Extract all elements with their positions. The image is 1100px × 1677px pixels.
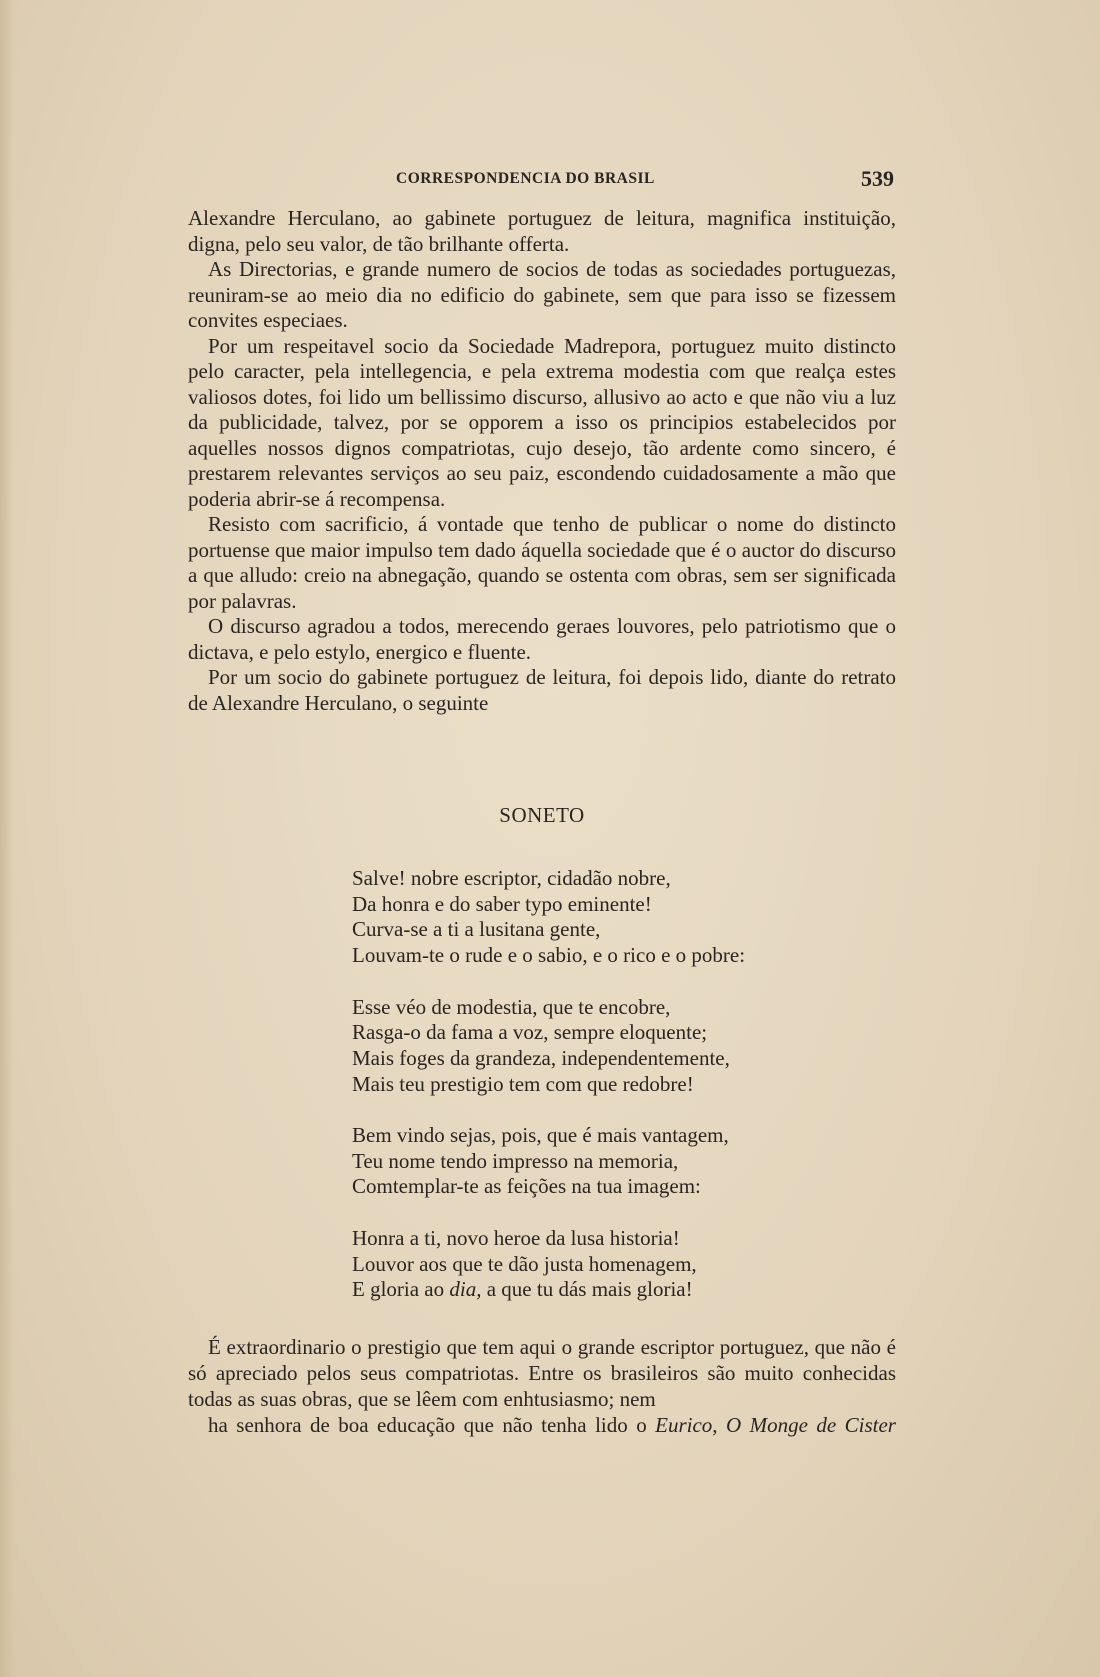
sonnet (352, 866, 852, 1329)
verse-line: Louvam-te o rude e o sabio, e o rico e o pobre: (352, 943, 746, 968)
verse-line: Curva-se a ti a lusitana gente, (352, 917, 601, 942)
paragraph: O discurso agradou a todos, merecendo geraes louvores, pelo patriotismo que o dictava, e pelo estylo, energico e fluente. (188, 614, 896, 664)
paragraph-text: É extraordinario o prestigio que tem aqui o grande escriptor portuguez, que não é só apreciado pelos seus compatriotas. Entre os brasileiros são muito conhecidas todas as suas obras, que se lêem com enhtusiasmo; nem (188, 1335, 896, 1411)
paragraph: Por um socio do gabinete portuguez de leitura, foi depois lido, diante do retrato de Alexandre Herculano, o seguinte (188, 665, 896, 715)
paragraph: As Directorias, e grande numero de socios de todas as sociedades portuguezas, reuniram-se ao meio dia no edificio do gabinete, sem que para isso se fizessem convites especiaes. (188, 257, 896, 332)
closing-paragraph (188, 1334, 896, 1438)
body-text (188, 206, 896, 716)
verse-line: Da honra e do saber typo eminente! (352, 891, 652, 916)
paragraph: Alexandre Herculano, ao gabinete portuguez de leitura, magnifica instituição, digna, pelo seu valor, de tão brilhante offerta. (188, 206, 896, 256)
verse-line: Bem vindo sejas, pois, que é mais vantagem, (352, 1123, 729, 1147)
italic-word: dia, (449, 1277, 482, 1302)
sonnet-title: SONETO (499, 803, 585, 827)
verse-line: Esse véo de modestia, que te encobre, (352, 994, 671, 1019)
verse-line: Mais foges da grandeza, independentemente, (352, 1045, 730, 1070)
verse-line: Louvor aos que te dão justa homenagem, (352, 1251, 697, 1276)
paragraph: Resisto com sacrificio, á vontade que tenho de publicar o nome do distincto portuense que maior impulso tem dado áquella sociedade que é o auctor do discurso a que alludo: creio na abnegação, quando se ostenta com obras, sem ser significada por palavras. (188, 512, 896, 613)
verse-line: Rasga-o da fama a voz, sempre eloquente; (352, 1020, 708, 1045)
page-edge-shadow (0, 0, 14, 1677)
book-title-monge: O Monge de Cister (726, 1413, 896, 1437)
stanza (352, 1226, 852, 1303)
stanza (352, 995, 852, 1098)
verse-line: Comtemplar-te as feições na tua imagem: (352, 1174, 701, 1199)
paragraph: Por um respeitavel socio da Sociedade Madrepora, portuguez muito distincto pelo caracter, pela intellegencia, e pela extrema modestia com que realça estes valiosos dotes, foi lido um bellissimo discurso, allusivo ao acto e que não viu a luz da publicidade, talvez, por se opporem a isso os principios estabelecidos por aquelles nossos dignos compatriotas, cujo desejo, tão ardente como sincero, é prestarem relevantes serviços ao seu paiz, escondendo cuidadosamente a mão que poderia abrir-se á recompensa. (188, 333, 896, 511)
paragraph (188, 1334, 896, 1438)
verse-text: a que tu dás mais gloria! (481, 1277, 693, 1302)
verse-line: Honra a ti, novo heroe da lusa historia! (352, 1225, 680, 1250)
stanza (352, 866, 852, 969)
paragraph-last-line (188, 1412, 896, 1438)
page-number: 539 (861, 166, 894, 191)
stanza (352, 1123, 852, 1200)
verse-line: Mais teu prestigio tem com que redobre! (352, 1071, 694, 1096)
verse-text: E gloria ao (352, 1277, 450, 1302)
verse-line-last (352, 1277, 852, 1303)
running-title: CORRESPONDENCIA DO BRASIL (396, 170, 655, 187)
book-title-eurico: Eurico, (655, 1413, 718, 1437)
verse-line: Teu nome tendo impresso na memoria, (352, 1148, 679, 1173)
verse-line: Salve! nobre escriptor, cidadão nobre, (352, 866, 671, 890)
page-header (188, 166, 896, 194)
paragraph-text: ha senhora de boa educação que não tenha lido o (208, 1413, 656, 1437)
